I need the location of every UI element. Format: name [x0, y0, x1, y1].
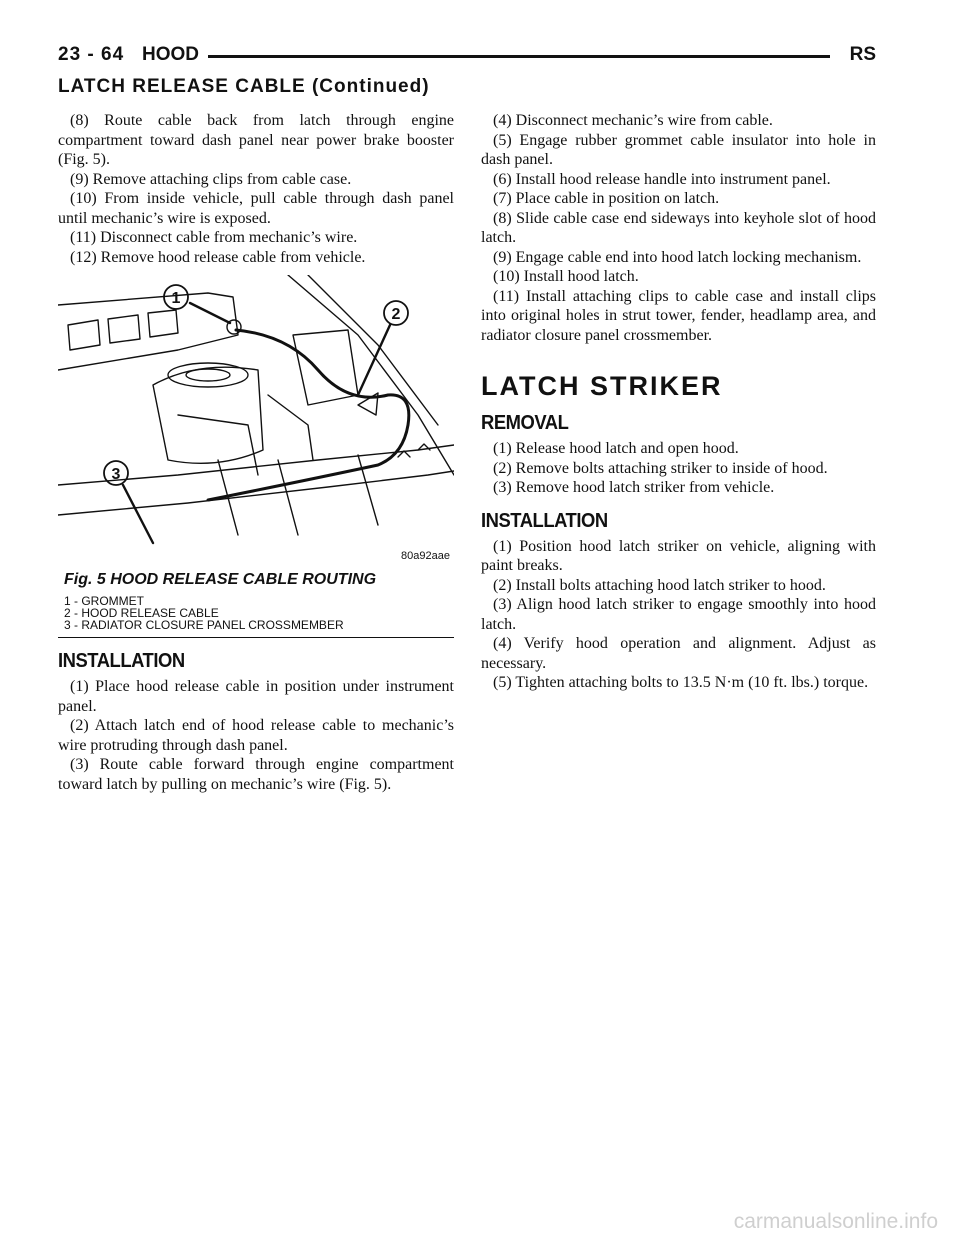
- step-paragraph: (5) Engage rubber grommet cable insulator into hole in dash panel.: [481, 131, 876, 168]
- figure-rule: [58, 637, 454, 638]
- step-paragraph: (9) Engage cable end into hood latch locking mechanism.: [493, 248, 862, 266]
- step-paragraph: (4) Verify hood operation and alignment. Adjust as necessary.: [481, 635, 876, 672]
- step-paragraph: (9) Remove attaching clips from cable case.: [70, 170, 352, 188]
- striker-installation-heading: INSTALLATION: [481, 509, 608, 532]
- watermark[interactable]: carmanualsonline.info: [733, 1210, 938, 1233]
- booster-top: [168, 363, 248, 387]
- left-column: [58, 111, 454, 794]
- step-paragraph: (11) Disconnect cable from mechanic’s wire.: [70, 229, 358, 246]
- step-paragraph: (5) Tighten attaching bolts to 13.5 N·m (10 ft. lbs.) torque.: [493, 674, 869, 691]
- installation-steps-continued: [481, 111, 876, 345]
- step-paragraph: (1) Position hood latch striker on vehicle, aligning with paint breaks.: [481, 537, 876, 574]
- installation-steps: [58, 677, 454, 794]
- step-paragraph: (7) Place cable in position on latch.: [493, 190, 720, 207]
- callout-2-leader: [358, 325, 390, 395]
- fender-inner-edge: [308, 275, 438, 425]
- step-paragraph: (2) Install bolts attaching hood latch striker to hood.: [493, 576, 826, 594]
- legend-item: 1 - GROMMET: [64, 594, 144, 608]
- figure-5: [58, 275, 454, 638]
- callout-1-leader: [190, 303, 230, 323]
- step-paragraph: (3) Align hood latch striker to engage smoothly into hood latch.: [481, 596, 876, 633]
- step-paragraph: (11) Install attaching clips to cable case and install clips into original holes in strut tower, fender, headlamp area, and radiator closure panel crossmember.: [481, 287, 876, 344]
- callout-3-leader: [123, 485, 153, 543]
- legend-item: 3 - RADIATOR CLOSURE PANEL CROSSMEMBER: [64, 618, 344, 632]
- model-code: RS: [849, 44, 876, 65]
- header-rule: [208, 55, 830, 58]
- step-paragraph: (2) Attach latch end of hood release cable to mechanic’s wire protruding through dash panel.: [58, 717, 454, 754]
- right-column: [481, 111, 876, 693]
- page-header: [58, 44, 876, 70]
- figure-legend: [64, 595, 454, 631]
- step-paragraph: (6) Install hood release handle into instrument panel.: [493, 170, 831, 188]
- section-name: HOOD: [142, 44, 199, 65]
- step-paragraph: (3) Remove hood latch striker from vehicle.: [493, 479, 775, 496]
- callout-1: 1: [171, 290, 181, 307]
- removal-steps-continued: [58, 111, 454, 267]
- step-paragraph: (1) Place hood release cable in position under instrument panel.: [58, 678, 454, 715]
- striker-removal-heading: REMOVAL: [481, 412, 569, 434]
- booster-cap: [186, 369, 230, 381]
- callout-3: 3: [111, 466, 121, 483]
- installation-heading: INSTALLATION: [58, 650, 185, 672]
- step-paragraph: (10) From inside vehicle, pull cable through dash panel until mechanic’s wire is exposed.: [58, 190, 454, 227]
- fender-edge: [288, 275, 454, 475]
- figure-image-code: 80a92aae: [401, 550, 450, 562]
- step-paragraph: (3) Route cable forward through engine compartment toward latch by pulling on mechanic’s wire (Fig. 5).: [58, 756, 454, 793]
- figure-title: Fig. 5 HOOD RELEASE CABLE ROUTING: [64, 571, 377, 588]
- step-paragraph: (1) Release hood latch and open hood.: [493, 440, 739, 457]
- striker-installation-steps: [481, 537, 876, 693]
- dash-panel-outline: [58, 293, 238, 370]
- dash-panel-openings: [68, 310, 178, 350]
- hood-release-cable-illustration: [58, 275, 454, 565]
- latch-striker-title: LATCH STRIKER: [481, 371, 723, 401]
- support-brackets: [218, 455, 378, 535]
- hood-release-cable: [208, 330, 409, 500]
- step-paragraph: (4) Disconnect mechanic’s wire from cable.: [493, 112, 773, 129]
- step-paragraph: (10) Install hood latch.: [493, 268, 639, 285]
- step-paragraph: (2) Remove bolts attaching striker to inside of hood.: [493, 459, 828, 477]
- striker-removal-steps: [481, 439, 876, 498]
- step-paragraph: (8) Slide cable case end sideways into keyhole slot of hood latch.: [481, 209, 876, 246]
- page-number: 23 - 64: [58, 44, 125, 65]
- step-paragraph: (12) Remove hood release cable from vehicle.: [70, 248, 366, 266]
- continued-title: LATCH RELEASE CABLE (Continued): [58, 76, 430, 97]
- legend-item: 2 - HOOD RELEASE CABLE: [64, 606, 219, 620]
- step-paragraph: (8) Route cable back from latch through engine compartment toward dash panel near power brake booster (Fig. 5).: [58, 112, 454, 168]
- callout-2: 2: [391, 306, 401, 323]
